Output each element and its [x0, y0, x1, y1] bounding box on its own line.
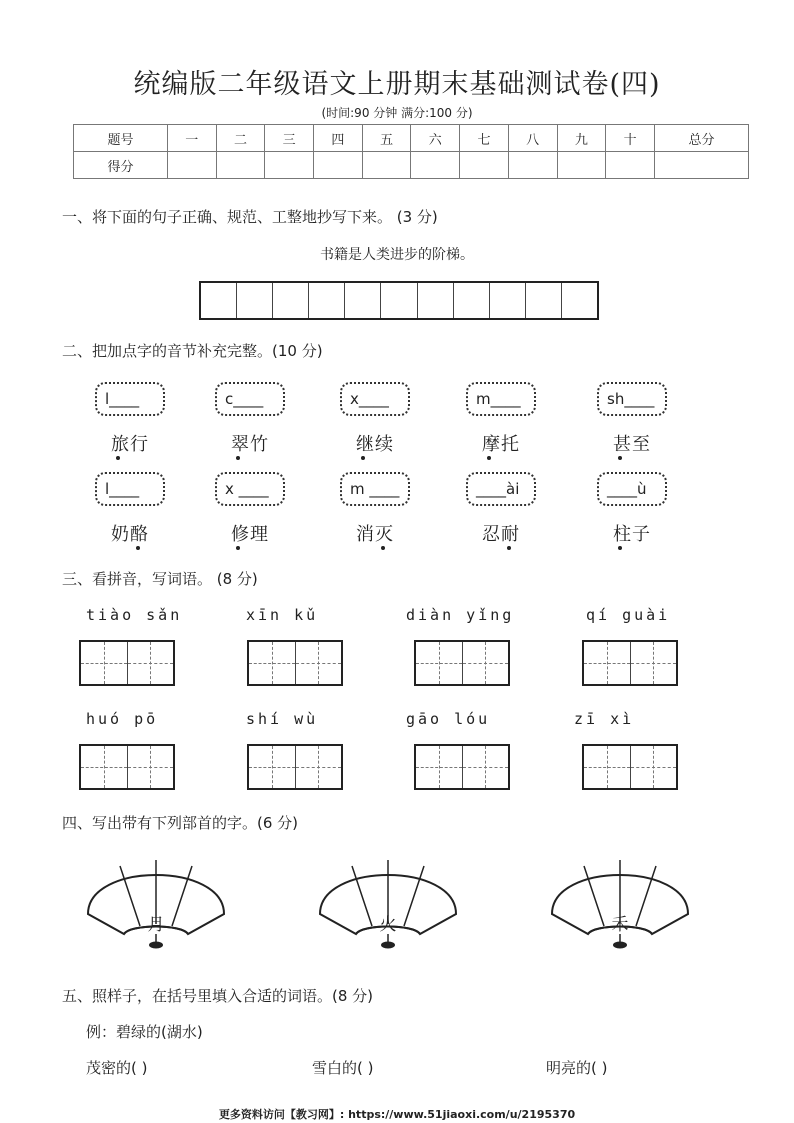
pinyin-box[interactable]: m ____: [340, 472, 410, 506]
score-row-label: 得分: [74, 152, 168, 179]
writing-cell[interactable]: [273, 283, 309, 318]
pinyin-box[interactable]: x____: [340, 382, 410, 416]
emphasis-dot: [618, 456, 622, 460]
target-word: 摩托: [482, 434, 520, 455]
target-word: 消灭: [356, 524, 394, 545]
writing-cell[interactable]: [631, 642, 677, 684]
copy-sentence: 书籍是人类进步的阶梯。: [320, 247, 474, 263]
score-table: [73, 124, 749, 179]
word-writing-grid[interactable]: [247, 744, 343, 790]
writing-cell[interactable]: [201, 283, 237, 318]
word-writing-grid[interactable]: [79, 744, 175, 790]
pinyin-box[interactable]: sh____: [597, 382, 667, 416]
score-input-cell[interactable]: [216, 152, 265, 179]
score-input-cell[interactable]: [314, 152, 363, 179]
word-writing-grid[interactable]: [247, 640, 343, 686]
writing-cell[interactable]: [416, 642, 463, 684]
score-header-cell: 题号: [74, 125, 168, 152]
radical-label: 火: [379, 915, 397, 935]
writing-cell[interactable]: [584, 642, 631, 684]
emphasis-dot: [136, 546, 140, 550]
score-input-cell[interactable]: [167, 152, 216, 179]
target-word: 甚至: [613, 434, 651, 455]
target-word: 奶酪: [111, 524, 149, 545]
fill-blank-2[interactable]: 雪白的( ): [312, 1059, 374, 1077]
emphasis-dot: [236, 546, 240, 550]
writing-cell[interactable]: [463, 642, 509, 684]
writing-cell[interactable]: [526, 283, 562, 318]
footer-link[interactable]: 更多资料访问【教习网】: https://www.51jiaoxi.com/u/2195370: [218, 1108, 576, 1121]
writing-cell[interactable]: [381, 283, 417, 318]
pinyin-box[interactable]: x ____: [215, 472, 285, 506]
score-input-cell[interactable]: [460, 152, 509, 179]
writing-cell[interactable]: [416, 746, 463, 788]
score-header-cell: 九: [557, 125, 606, 152]
score-header-cell: 六: [411, 125, 460, 152]
score-input-cell[interactable]: [411, 152, 460, 179]
score-input-cell[interactable]: [654, 152, 748, 179]
writing-cell[interactable]: [631, 746, 677, 788]
fill-blank-3[interactable]: 明亮的( ): [546, 1059, 608, 1077]
section-2-heading: 二、把加点字的音节补充完整。(10 分): [62, 342, 323, 360]
writing-cell[interactable]: [562, 283, 597, 318]
pinyin-prompt: xīn kǔ: [246, 606, 319, 624]
writing-cell[interactable]: [463, 746, 509, 788]
writing-cell[interactable]: [237, 283, 273, 318]
score-table-header-row: [74, 125, 749, 152]
score-header-cell: 七: [460, 125, 509, 152]
pinyin-box[interactable]: l____: [95, 472, 165, 506]
writing-grid[interactable]: [199, 281, 599, 320]
writing-cell[interactable]: [81, 642, 128, 684]
writing-cell[interactable]: [454, 283, 490, 318]
page-title: 统编版二年级语文上册期末基础测试卷(四): [133, 69, 661, 100]
fill-blank-1[interactable]: 茂密的( ): [86, 1059, 148, 1077]
writing-cell[interactable]: [490, 283, 526, 318]
pinyin-box[interactable]: m____: [466, 382, 536, 416]
word-writing-grid[interactable]: [582, 744, 678, 790]
writing-cell[interactable]: [584, 746, 631, 788]
score-header-cell: 一: [167, 125, 216, 152]
pinyin-box[interactable]: ____ài: [466, 472, 536, 506]
score-input-cell[interactable]: [265, 152, 314, 179]
radical-label: 月: [147, 915, 165, 935]
score-header-cell: 五: [362, 125, 411, 152]
target-word: 忍耐: [482, 524, 520, 545]
writing-cell[interactable]: [345, 283, 381, 318]
score-header-cell: 八: [508, 125, 557, 152]
emphasis-dot: [116, 456, 120, 460]
section-4-heading: 四、写出带有下列部首的字。(6 分): [62, 814, 299, 832]
writing-cell[interactable]: [81, 746, 128, 788]
fan-radical-2[interactable]: [316, 852, 460, 952]
emphasis-dot: [381, 546, 385, 550]
writing-cell[interactable]: [309, 283, 345, 318]
word-writing-grid[interactable]: [414, 640, 510, 686]
score-input-cell[interactable]: [362, 152, 411, 179]
emphasis-dot: [487, 456, 491, 460]
score-header-cell: 四: [314, 125, 363, 152]
score-input-cell[interactable]: [606, 152, 655, 179]
score-header-cell: 二: [216, 125, 265, 152]
emphasis-dot: [361, 456, 365, 460]
section-5-heading: 五、照样子，在括号里填入合适的词语。(8 分): [62, 987, 374, 1005]
pinyin-box[interactable]: c____: [215, 382, 285, 416]
pinyin-box[interactable]: ____ù: [597, 472, 667, 506]
writing-cell[interactable]: [128, 642, 174, 684]
emphasis-dot: [507, 546, 511, 550]
pinyin-prompt: huó pō: [86, 710, 159, 728]
emphasis-dot: [618, 546, 622, 550]
fan-radical-3[interactable]: [548, 852, 692, 952]
score-header-cell: 三: [265, 125, 314, 152]
writing-cell[interactable]: [249, 642, 296, 684]
target-word: 修理: [231, 524, 269, 545]
score-header-cell: 总分: [654, 125, 748, 152]
target-word: 旅行: [111, 434, 149, 455]
writing-cell[interactable]: [296, 746, 342, 788]
writing-cell[interactable]: [418, 283, 454, 318]
fan-radical-1[interactable]: [84, 852, 228, 952]
score-header-cell: 十: [606, 125, 655, 152]
target-word: 继续: [356, 434, 394, 455]
score-table-score-row: [74, 152, 749, 179]
score-input-cell[interactable]: [508, 152, 557, 179]
writing-cell[interactable]: [296, 642, 342, 684]
exam-subtitle: (时间:90 分钟 满分:100 分): [321, 106, 473, 120]
example-line: 例：碧绿的(湖水): [86, 1023, 203, 1041]
pinyin-box[interactable]: l____: [95, 382, 165, 416]
pinyin-prompt: shí wù: [246, 710, 319, 728]
word-writing-grid[interactable]: [582, 640, 678, 686]
section-1-heading: 一、将下面的句子正确、规范、工整地抄写下来。 (3 分): [62, 208, 438, 226]
pinyin-prompt: gāo lóu: [406, 710, 491, 728]
section-3-heading: 三、看拼音，写词语。 (8 分): [62, 570, 258, 588]
word-writing-grid[interactable]: [414, 744, 510, 790]
writing-cell[interactable]: [249, 746, 296, 788]
emphasis-dot: [236, 456, 240, 460]
target-word: 翠竹: [231, 434, 269, 455]
pinyin-prompt: diàn yǐng: [406, 606, 515, 624]
pinyin-prompt: zī xì: [574, 710, 635, 728]
writing-cell[interactable]: [128, 746, 174, 788]
target-word: 柱子: [613, 524, 651, 545]
pinyin-prompt: qí guài: [586, 606, 671, 624]
radical-label: 禾: [611, 915, 629, 935]
score-input-cell[interactable]: [557, 152, 606, 179]
pinyin-prompt: tiào sǎn: [86, 606, 183, 624]
word-writing-grid[interactable]: [79, 640, 175, 686]
